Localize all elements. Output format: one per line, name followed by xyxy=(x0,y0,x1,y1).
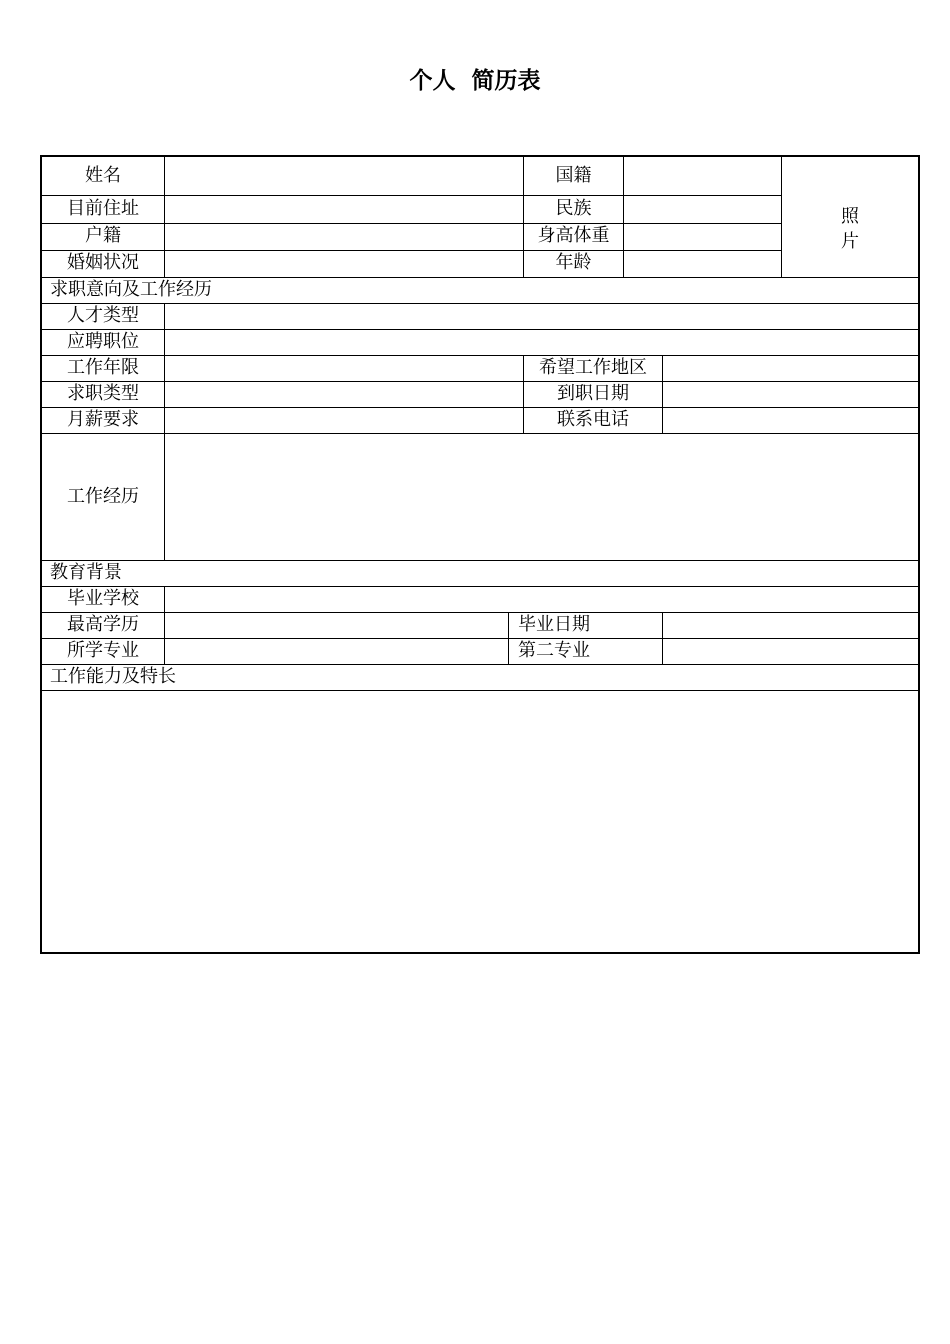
position-label: 应聘职位 xyxy=(67,331,139,352)
nationality-field[interactable] xyxy=(624,157,781,195)
marital-status-label: 婚姻状况 xyxy=(67,252,139,273)
major-field[interactable] xyxy=(165,639,508,664)
phone-field[interactable] xyxy=(663,408,918,433)
job-type-label: 求职类型 xyxy=(67,383,139,404)
school-field[interactable] xyxy=(165,587,918,612)
resume-form xyxy=(40,155,920,954)
experience-field[interactable] xyxy=(165,434,918,560)
hukou-field[interactable] xyxy=(165,224,523,250)
second-major-field[interactable] xyxy=(663,639,918,664)
major-label: 所学专业 xyxy=(67,640,139,661)
experience-label: 工作经历 xyxy=(67,486,139,507)
marital-status-field[interactable] xyxy=(165,251,523,277)
name-field[interactable] xyxy=(165,157,523,195)
row-divider xyxy=(42,664,918,665)
degree-field[interactable] xyxy=(165,613,508,638)
second-major-label: 第二专业 xyxy=(518,640,590,661)
phone-label: 联系电话 xyxy=(557,409,629,430)
skills-field[interactable] xyxy=(42,691,918,952)
grad-date-label: 毕业日期 xyxy=(518,614,590,635)
school-label: 毕业学校 xyxy=(67,588,139,609)
skills-section-heading: 工作能力及特长 xyxy=(50,666,176,687)
nationality-label: 国籍 xyxy=(555,165,592,186)
age-field[interactable] xyxy=(624,251,781,277)
height-weight-label: 身高体重 xyxy=(537,225,610,246)
start-date-label: 到职日期 xyxy=(557,383,629,404)
education-section-heading: 教育背景 xyxy=(50,562,122,583)
job-type-field[interactable] xyxy=(165,382,523,407)
photo-placeholder[interactable] xyxy=(782,204,918,254)
talent-type-label: 人才类型 xyxy=(67,305,139,326)
start-date-field[interactable] xyxy=(663,382,918,407)
height-weight-field[interactable] xyxy=(624,224,781,250)
salary-label: 月薪要求 xyxy=(67,409,139,430)
col-divider xyxy=(508,612,509,664)
grad-date-field[interactable] xyxy=(663,613,918,638)
photo-label-top: 照 xyxy=(841,206,859,227)
location-field[interactable] xyxy=(663,356,918,381)
age-label: 年龄 xyxy=(555,252,592,273)
ethnicity-label: 民族 xyxy=(555,198,592,219)
hukou-label: 户籍 xyxy=(85,225,121,246)
location-label: 希望工作地区 xyxy=(539,357,647,378)
page-title: 个人 简历表 xyxy=(409,68,541,94)
years-label: 工作年限 xyxy=(67,357,139,378)
position-field[interactable] xyxy=(165,330,918,355)
talent-type-field[interactable] xyxy=(165,304,918,329)
salary-field[interactable] xyxy=(165,408,523,433)
row-divider xyxy=(42,277,918,278)
degree-label: 最高学历 xyxy=(67,614,139,635)
address-label: 目前住址 xyxy=(67,198,139,219)
row-divider xyxy=(42,560,918,561)
years-field[interactable] xyxy=(165,356,523,381)
photo-label-bottom: 片 xyxy=(841,231,859,252)
name-label: 姓名 xyxy=(85,165,121,186)
address-field[interactable] xyxy=(165,196,523,223)
ethnicity-field[interactable] xyxy=(624,196,781,223)
job-section-heading: 求职意向及工作经历 xyxy=(50,279,212,300)
